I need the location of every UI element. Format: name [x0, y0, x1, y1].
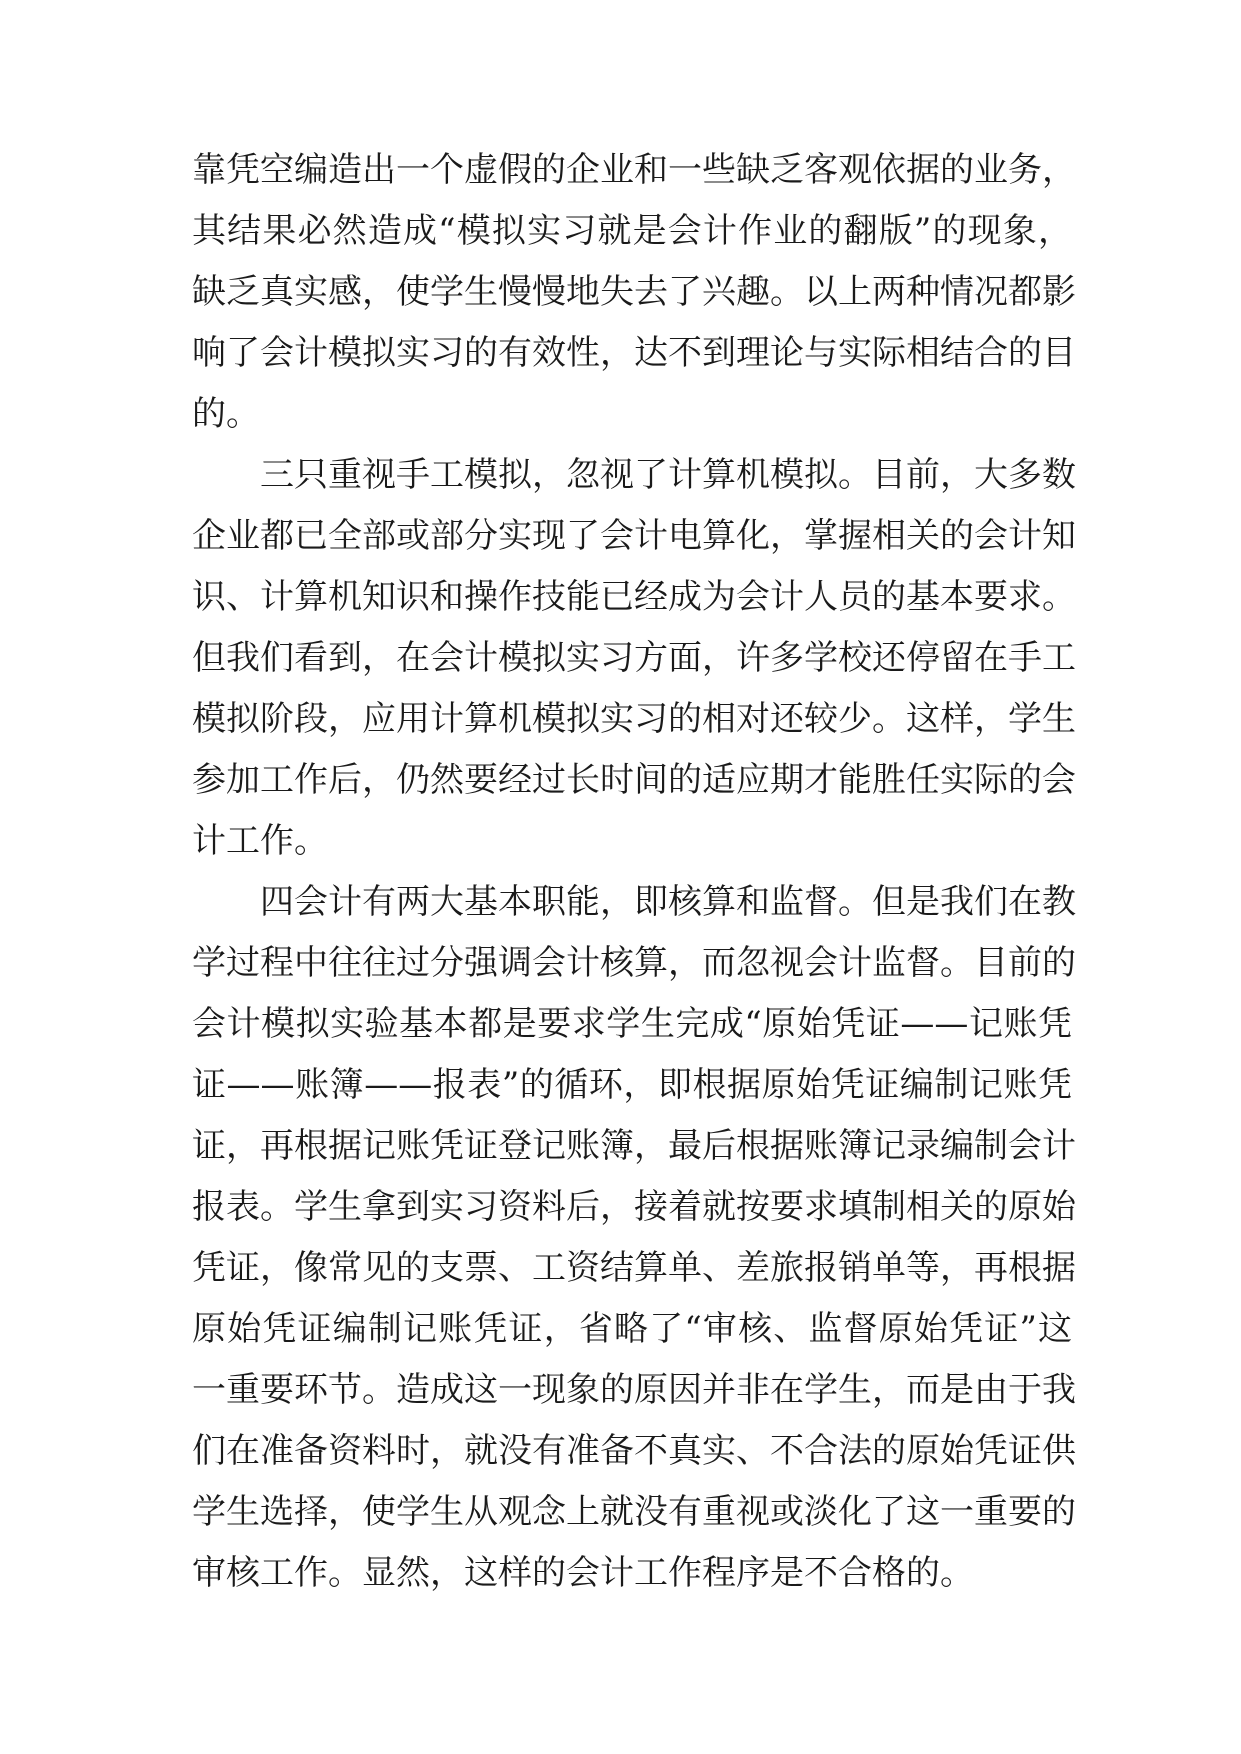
text-line: 原始凭证编制记账凭证，省略了“审核、监督原始凭证”这: [192, 1309, 1072, 1349]
text-line: 的。: [192, 394, 260, 434]
text-line: 识、计算机知识和操作技能已经成为会计人员的基本要求。: [192, 577, 1076, 617]
paragraph-1: [192, 150, 1076, 455]
text-line: 证——账簿——报表”的循环，即根据原始凭证编制记账凭: [192, 1065, 1072, 1105]
text-line: 报表。学生拿到实习资料后，接着就按要求填制相关的原始: [192, 1187, 1076, 1227]
text-line: 企业都已全部或部分实现了会计电算化，掌握相关的会计知: [192, 516, 1076, 556]
text-line: 学生选择，使学生从观念上就没有重视或淡化了这一重要的: [192, 1492, 1076, 1532]
text-line: 但我们看到，在会计模拟实习方面，许多学校还停留在手工: [192, 638, 1076, 678]
text-line: 计工作。: [192, 821, 328, 861]
paragraph-3: [192, 882, 1076, 1614]
text-line: 学过程中往往过分强调会计核算，而忽视会计监督。目前的: [192, 943, 1076, 983]
text-line: 模拟阶段，应用计算机模拟实习的相对还较少。这样，学生: [192, 699, 1076, 739]
text-line: 三只重视手工模拟，忽视了计算机模拟。目前，大多数: [260, 455, 1076, 495]
paragraph-2: [192, 455, 1076, 882]
text-line: 靠凭空编造出一个虚假的企业和一些缺乏客观依据的业务，: [192, 150, 1076, 190]
text-line: 审核工作。显然，这样的会计工作程序是不合格的。: [192, 1553, 974, 1593]
text-line: 缺乏真实感，使学生慢慢地失去了兴趣。以上两种情况都影: [192, 272, 1076, 312]
text-line: 一重要环节。造成这一现象的原因并非在学生，而是由于我: [192, 1370, 1076, 1410]
text-line: 会计模拟实验基本都是要求学生完成“原始凭证——记账凭: [192, 1004, 1072, 1044]
text-line: 凭证，像常见的支票、工资结算单、差旅报销单等，再根据: [192, 1248, 1076, 1288]
text-line: 其结果必然造成“模拟实习就是会计作业的翻版”的现象，: [192, 211, 1072, 251]
text-line: 响了会计模拟实习的有效性，达不到理论与实际相结合的目: [192, 333, 1076, 373]
text-line: 们在准备资料时，就没有准备不真实、不合法的原始凭证供: [192, 1431, 1076, 1471]
text-line: 参加工作后，仍然要经过长时间的适应期才能胜任实际的会: [192, 760, 1076, 800]
text-line: 证，再根据记账凭证登记账簿，最后根据账簿记录编制会计: [192, 1126, 1076, 1166]
text-line: 四会计有两大基本职能，即核算和监督。但是我们在教: [260, 882, 1076, 922]
body-text: [192, 150, 1076, 1614]
